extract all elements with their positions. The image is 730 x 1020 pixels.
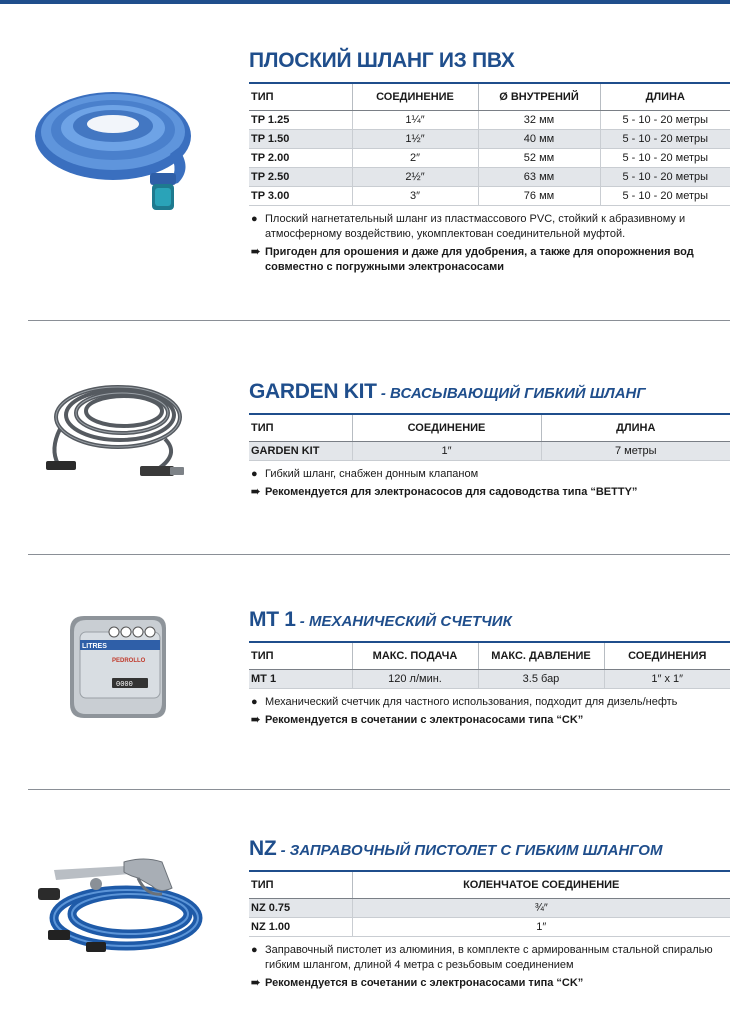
table-row bbox=[249, 670, 730, 689]
section-fuel-nozzle bbox=[0, 790, 730, 1020]
spec-table bbox=[249, 870, 730, 937]
bullet-note: ● Гибкий шланг, снабжен донным клапаном bbox=[251, 468, 479, 480]
table-row bbox=[249, 918, 730, 937]
header-connection: СОЕДИНЕНИЕ bbox=[352, 83, 478, 111]
section-mechanical-meter bbox=[0, 555, 730, 789]
cell-diameter: 40 мм bbox=[478, 130, 600, 149]
cell-connection: 1¼″ bbox=[352, 111, 478, 130]
bullet-icon: ● bbox=[251, 213, 258, 225]
cell-type: TP 2.50 bbox=[249, 168, 352, 187]
table-row bbox=[249, 111, 730, 130]
table-row bbox=[249, 168, 730, 187]
bullet-note: ● Плоский нагнетательный шланг из пластмассового PVC, стойкий к абразивному и атмосферному воздействию, укомплектован соединительной муфтой. bbox=[251, 213, 686, 240]
cell-max-flow: 120 л/мин. bbox=[352, 670, 478, 689]
meter-digits: 0000 bbox=[116, 681, 133, 689]
arrow-icon: ➠ bbox=[251, 486, 261, 498]
cell-connection: 1″ bbox=[352, 442, 541, 461]
section-title bbox=[249, 379, 730, 407]
title-sub: - ВСАСЫВАЮЩИЙ ГИБКИЙ ШЛАНГ bbox=[376, 385, 646, 402]
header-type: ТИП bbox=[249, 871, 352, 899]
table-row bbox=[249, 899, 730, 918]
cell-length: 5 - 10 - 20 метры bbox=[600, 130, 730, 149]
arrow-icon: ➠ bbox=[251, 246, 261, 258]
cell-length: 5 - 10 - 20 метры bbox=[600, 111, 730, 130]
cell-type: NZ 1.00 bbox=[249, 918, 352, 937]
cell-diameter: 76 мм bbox=[478, 187, 600, 206]
table-row bbox=[249, 130, 730, 149]
cell-diameter: 32 мм bbox=[478, 111, 600, 130]
cell-max-pressure: 3.5 бар bbox=[478, 670, 604, 689]
cell-connection: 2½″ bbox=[352, 168, 478, 187]
cell-type: TP 3.00 bbox=[249, 187, 352, 206]
flat-pvc-hose-image bbox=[28, 78, 203, 223]
title-main: NZ bbox=[249, 837, 277, 860]
arrow-icon: ➠ bbox=[251, 977, 261, 989]
cell-type: MT 1 bbox=[249, 670, 352, 689]
header-max-flow: МАКС. ПОДАЧА bbox=[352, 642, 478, 670]
header-type: ТИП bbox=[249, 83, 352, 111]
header-length: ДЛИНА bbox=[541, 414, 730, 442]
bullet-icon: ● bbox=[251, 468, 258, 480]
cell-connection: 3″ bbox=[352, 187, 478, 206]
mechanical-meter-image bbox=[62, 610, 174, 727]
cell-type: TP 2.00 bbox=[249, 149, 352, 168]
recommendation-note: ➠ Рекомендуется в сочетании с электронасосами типа “CK” bbox=[251, 714, 584, 726]
spec-table bbox=[249, 82, 730, 206]
bullet-icon: ● bbox=[251, 696, 258, 708]
cell-type: GARDEN KIT bbox=[249, 442, 352, 461]
title-sub: - ЗАПРАВОЧНЫЙ ПИСТОЛЕТ С ГИБКИМ ШЛАНГОМ bbox=[276, 842, 663, 859]
header-length: ДЛИНА bbox=[600, 83, 730, 111]
section-flat-pvc-hose bbox=[0, 0, 730, 320]
table-row bbox=[249, 149, 730, 168]
cell-connections: 1″ x 1″ bbox=[604, 670, 730, 689]
bullet-note: ● Механический счетчик для частного использования, подходит для дизель/нефть bbox=[251, 696, 678, 708]
cell-elbow-connection: 1″ bbox=[352, 918, 730, 937]
recommendation-note: ➠ Пригоден для орошения и даже для удобрения, а также для опорожнения вод совместно с погружными электронасосами bbox=[251, 246, 694, 273]
spec-table bbox=[249, 641, 730, 689]
garden-kit-hose-image bbox=[40, 369, 200, 494]
header-inner-diameter: Ø ВНУТРЕНИЙ bbox=[478, 83, 600, 111]
title-main: GARDEN KIT bbox=[249, 380, 377, 403]
header-type: ТИП bbox=[249, 414, 352, 442]
meter-label: LITRES bbox=[82, 643, 107, 650]
header-elbow-connection: КОЛЕНЧАТОЕ СОЕДИНЕНИЕ bbox=[352, 871, 730, 899]
cell-connection: 1½″ bbox=[352, 130, 478, 149]
cell-diameter: 52 мм bbox=[478, 149, 600, 168]
recommendation-note: ➠ Рекомендуется в сочетании с электронасосами типа “CK” bbox=[251, 977, 584, 989]
section-title bbox=[249, 48, 730, 76]
cell-length: 5 - 10 - 20 метры bbox=[600, 187, 730, 206]
header-connection: СОЕДИНЕНИЕ bbox=[352, 414, 541, 442]
title-main: ПЛОСКИЙ ШЛАНГ ИЗ ПВХ bbox=[249, 49, 515, 72]
section-title bbox=[249, 607, 730, 635]
cell-type: NZ 0.75 bbox=[249, 899, 352, 918]
cell-type: TP 1.25 bbox=[249, 111, 352, 130]
section-garden-kit bbox=[0, 321, 730, 554]
spec-table bbox=[249, 413, 730, 461]
header-connections: СОЕДИНЕНИЯ bbox=[604, 642, 730, 670]
cell-elbow-connection: ¾″ bbox=[352, 899, 730, 918]
cell-diameter: 63 мм bbox=[478, 168, 600, 187]
cell-length: 5 - 10 - 20 метры bbox=[600, 168, 730, 187]
header-max-pressure: МАКС. ДАВЛЕНИЕ bbox=[478, 642, 604, 670]
cell-length: 7 метры bbox=[541, 442, 730, 461]
fuel-nozzle-hose-image bbox=[34, 848, 204, 973]
bullet-note: ● Заправочный пистолет из алюминия, в комплекте с армированным стальной спиралью гибким шлангом, длиной 4 метра с резьбовым соединением bbox=[251, 944, 713, 971]
recommendation-note: ➠ Рекомендуется для электронасосов для садоводства типа “BETTY” bbox=[251, 486, 638, 498]
table-row bbox=[249, 187, 730, 206]
title-sub: - МЕХАНИЧЕСКИЙ СЧЕТЧИК bbox=[295, 613, 512, 630]
arrow-icon: ➠ bbox=[251, 714, 261, 726]
table-row bbox=[249, 442, 730, 461]
title-main: MT 1 bbox=[249, 608, 296, 631]
cell-length: 5 - 10 - 20 метры bbox=[600, 149, 730, 168]
cell-connection: 2″ bbox=[352, 149, 478, 168]
meter-brand: PEDROLLO bbox=[112, 658, 146, 664]
bullet-icon: ● bbox=[251, 944, 258, 956]
cell-type: TP 1.50 bbox=[249, 130, 352, 149]
header-type: ТИП bbox=[249, 642, 352, 670]
section-title bbox=[249, 836, 730, 864]
